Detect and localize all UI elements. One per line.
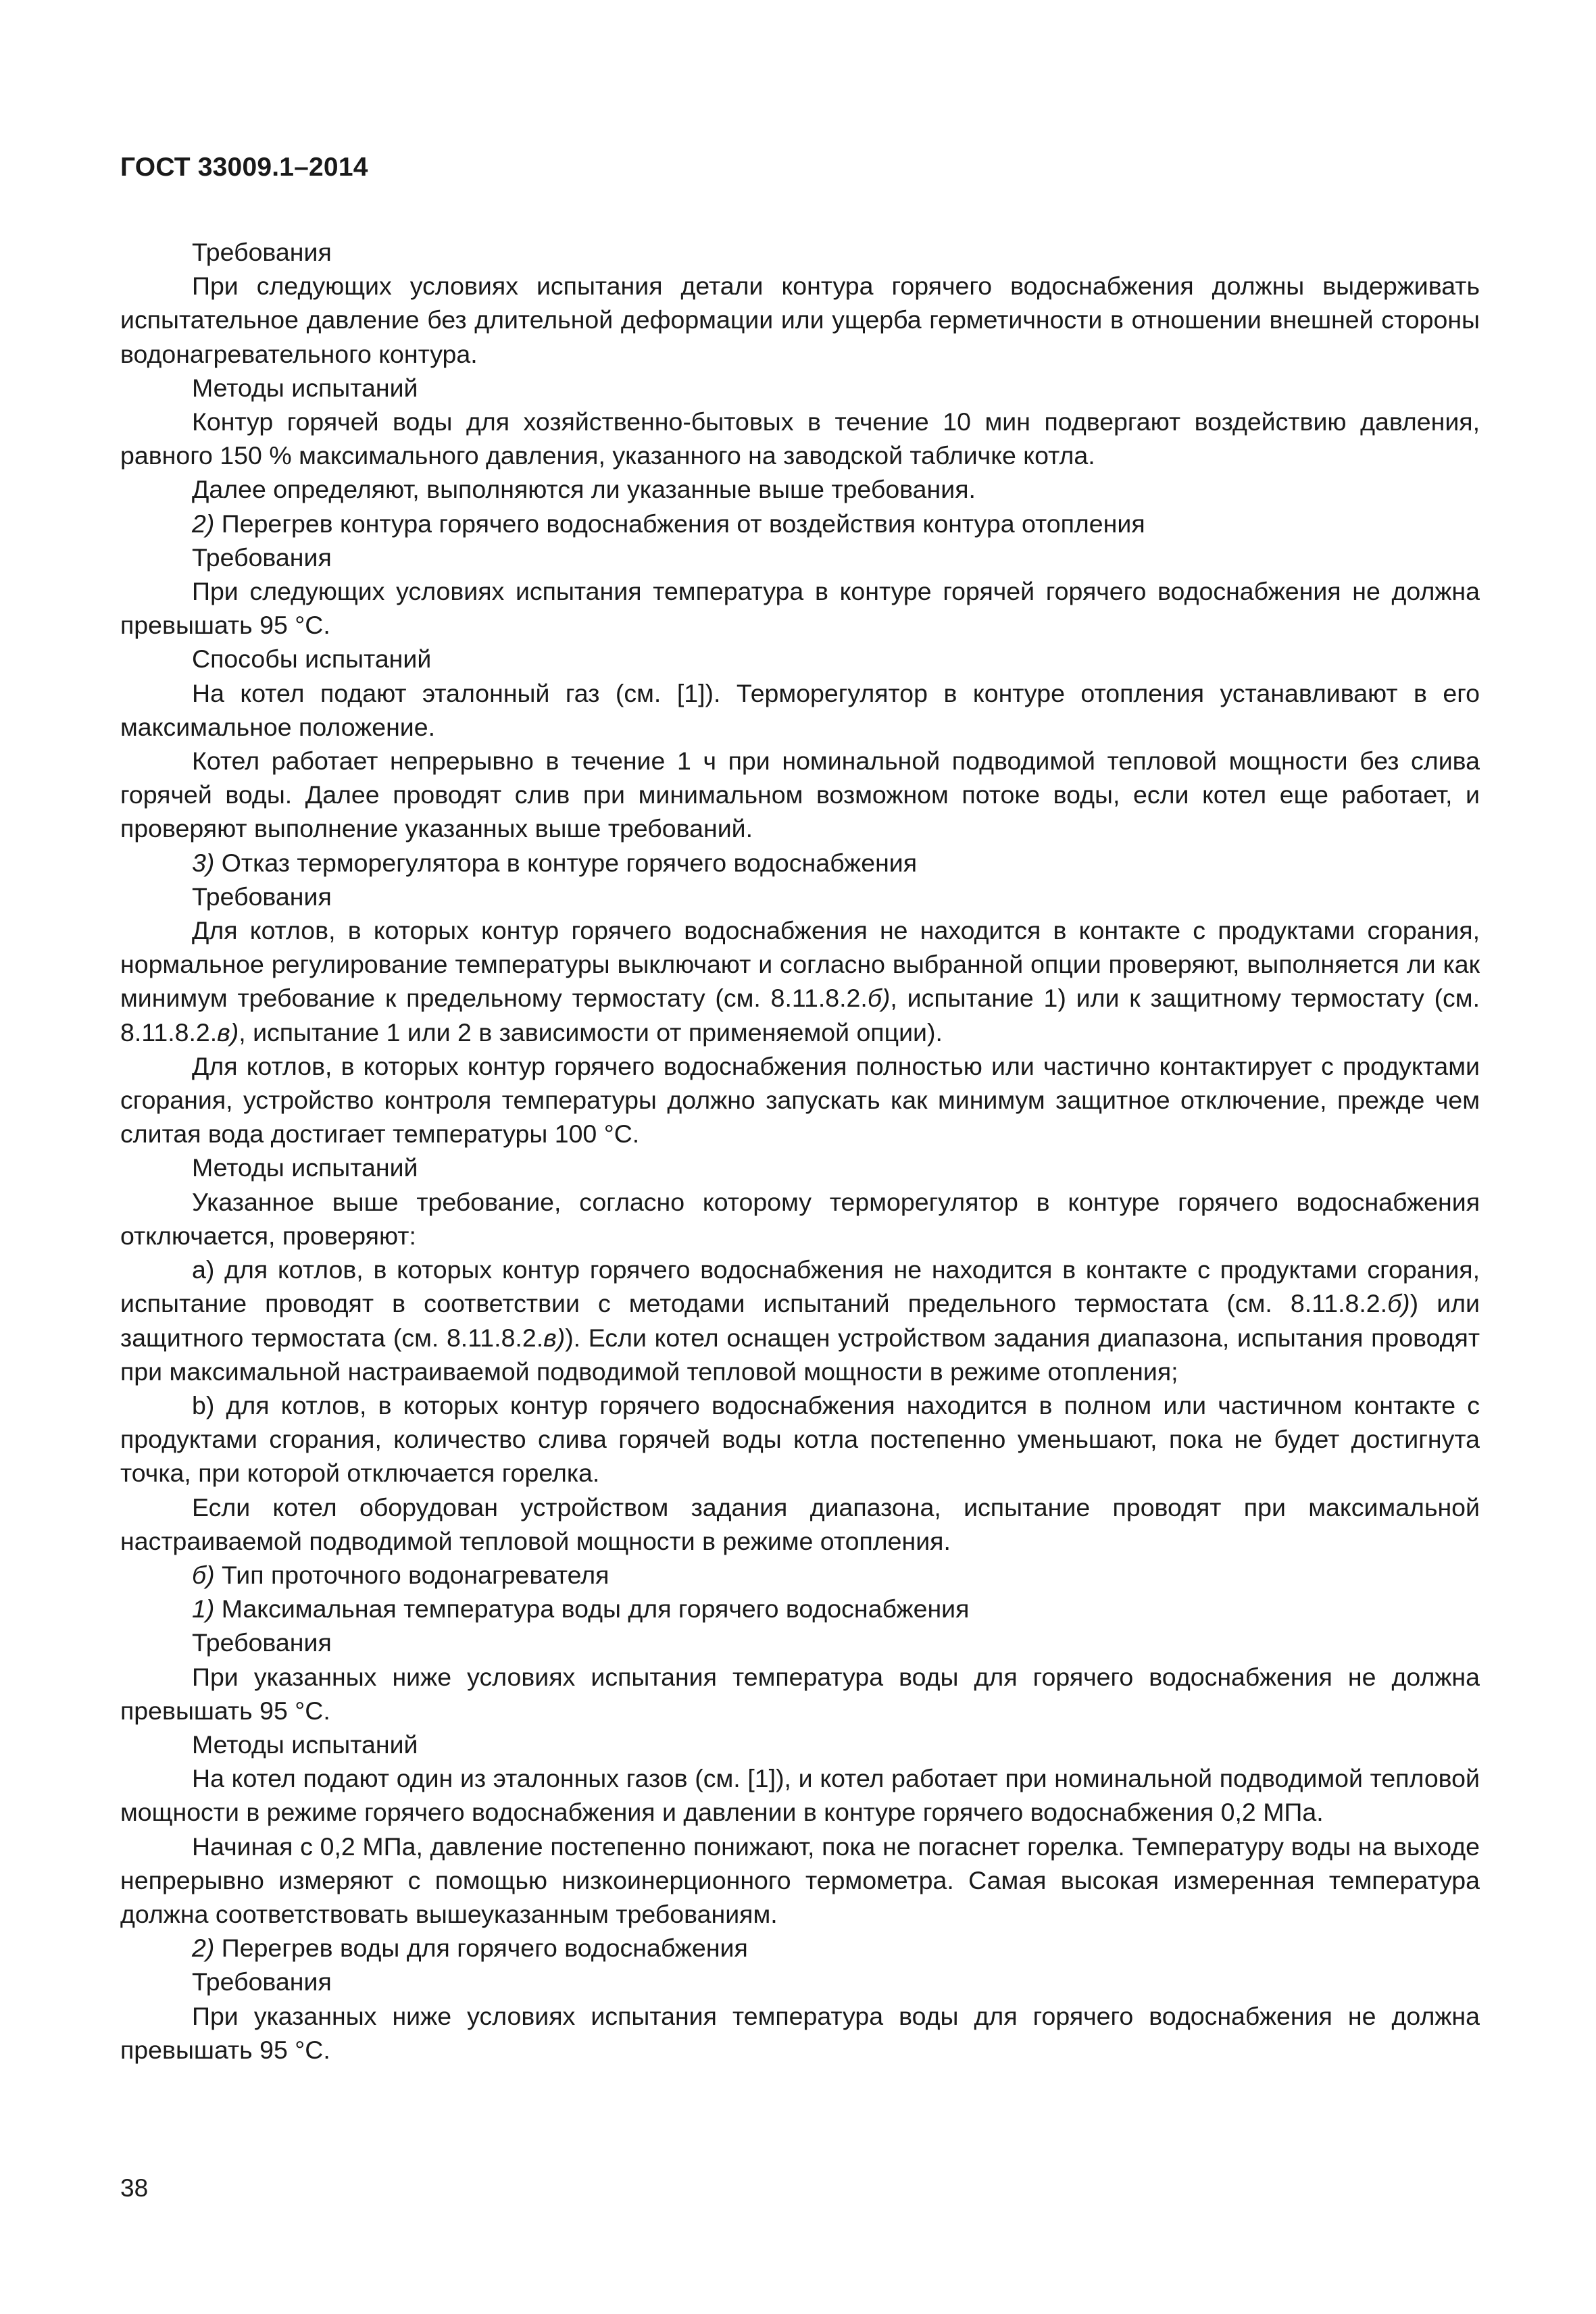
paragraph — [120, 1253, 1480, 1388]
paragraph: Если котел оборудован устройством задания диапазона, испытание проводят при максимальной настраиваемой подводимой тепловой мощности в режиме отопления. — [120, 1492, 1480, 1555]
text-run: , испытание 1) или к защитному термостату (см. 8.11.8.2. — [120, 984, 1480, 1047]
document-body — [120, 235, 1480, 2067]
section-heading-test-methods: Методы испытаний — [192, 373, 418, 402]
list-item-title: Максимальная температура воды для горячего водоснабжения — [214, 1594, 970, 1624]
section-heading-test-methods: Методы испытаний — [192, 1153, 418, 1182]
list-item-title: Тип проточного водонагревателя — [214, 1560, 609, 1589]
paragraph: На котел подают один из эталонных газов (см. [1]), и котел работает при номинальной подводимой тепловой мощности в режиме горячего водоснабжения и давлении в контуре горячего водоснабжения 0,2 МПа. — [120, 1764, 1480, 1827]
list-item-number: б) — [192, 1560, 215, 1589]
paragraph: При указанных ниже условиях испытания температура воды для горячего водоснабжения не должна превышать 95 °С. — [120, 2001, 1480, 2064]
reference-letter: б) — [867, 984, 891, 1013]
paragraph: Контур горячей воды для хозяйственно-бытовых в течение 10 мин подвергают воздействию давления, равного 150 % максимального давления, указанного на заводской табличке котла. — [120, 407, 1480, 470]
paragraph: b) для котлов, в которых контур горячего водоснабжения находится в полном или частичном контакте с продуктами сгорания, количество слива горячей воды котла постепенно уменьшают, пока не будет достигнута точка, при которой отключается горелка. — [120, 1390, 1480, 1488]
list-item-number: 2) — [192, 1934, 215, 1963]
section-heading-requirements: Требования — [192, 1628, 332, 1657]
list-item-heading — [120, 1592, 1480, 1626]
page-number: 38 — [120, 2174, 149, 2202]
list-item-number: 1) — [192, 1594, 215, 1624]
reference-letter: б) — [1387, 1289, 1410, 1318]
paragraph: При следующих условиях испытания детали контура горячего водоснабжения должны выдерживать испытательное давление без длительной деформации или ущерба герметичности в отношении внешней стороны водонагревательного контура. — [120, 272, 1480, 368]
list-item-heading — [120, 1931, 1480, 1965]
paragraph: При указанных ниже условиях испытания температура воды для горячего водоснабжения не должна превышать 95 °С. — [120, 1662, 1480, 1725]
section-heading-requirements: Требования — [192, 238, 332, 266]
section-heading-requirements: Требования — [192, 543, 332, 572]
section-heading-test-methods: Методы испытаний — [192, 1730, 418, 1759]
list-item-number: 3) — [192, 848, 215, 877]
list-item-title: Перегрев контура горячего водоснабжения от воздействия контура отопления — [214, 509, 1145, 538]
reference-letter: в) — [217, 1017, 239, 1047]
section-heading-requirements: Требования — [192, 882, 332, 911]
text-run: а) для котлов, в которых контур горячего водоснабжения не находится в контакте с продуктами сгорания, испытание проводят в соответствии с методами испытаний предельного термостата (см. 8.11.8.2. — [120, 1255, 1480, 1318]
paragraph — [120, 913, 1480, 1049]
section-heading-test-methods: Способы испытаний — [192, 645, 432, 674]
list-item-title: Отказ терморегулятора в контуре горячего водоснабжения — [214, 848, 918, 877]
paragraph: Начиная с 0,2 МПа, давление постепенно понижают, пока не погаснет горелка. Температуру воды на выходе непрерывно измеряют с помощью низкоинерционного термометра. Самая высокая измеренная температура должна соответствовать вышеуказанным требованиям. — [120, 1832, 1480, 1928]
text-run: ) или защитного термостата (см. 8.11.8.2. — [120, 1289, 1480, 1352]
list-item-heading — [120, 1558, 1480, 1592]
reference-letter: в) — [543, 1323, 566, 1352]
paragraph: Указанное выше требование, согласно которому терморегулятор в контуре горячего водоснабжения отключается, проверяют: — [120, 1187, 1480, 1250]
paragraph: При следующих условиях испытания температура в контуре горячей горячего водоснабжения не должна превышать 95 °С. — [120, 577, 1480, 640]
paragraph: Для котлов, в которых контур горячего водоснабжения полностью или частично контактирует с продуктами сгорания, устройство контроля температуры должно запускать как минимум защитное отключение, прежде чем слитая вода достигает температуры 100 °С. — [120, 1051, 1480, 1149]
list-item-heading — [120, 846, 1480, 880]
section-heading-requirements: Требования — [192, 1967, 332, 1996]
list-item-number: 2) — [192, 509, 215, 538]
paragraph: На котел подают эталонный газ (см. [1]). Терморегулятор в контуре отопления устанавливают в его максимальное положение. — [120, 678, 1480, 741]
text-run: Для котлов, в которых контур горячего водоснабжения не находится в контакте с продуктами сгорания, нормальное регулирование температуры выключают и согласно выбранной опции проверяют, выполняется ли как минимум требование к предельному термостату (см. 8.11.8.2. — [120, 916, 1480, 1013]
document-code-header: ГОСТ 33009.1–2014 — [120, 153, 368, 182]
paragraph: Далее определяют, выполняются ли указанные выше требования. — [192, 475, 976, 504]
list-item-title: Перегрев воды для горячего водоснабжения — [214, 1934, 748, 1963]
paragraph: Котел работает непрерывно в течение 1 ч при номинальной подводимой тепловой мощности без слива горячей воды. Далее проводят слив при минимальном возможном потоке воды, если котел еще работает, и проверяют выполнение указанных выше требований. — [120, 747, 1480, 843]
list-item-heading — [120, 507, 1480, 540]
text-run: , испытание 1 или 2 в зависимости от применяемой опции). — [239, 1017, 943, 1047]
text-run: ). Если котел оснащен устройством задания диапазона, испытания проводят при максимальной настраиваемой подводимой тепловой мощности в режиме отопления; — [120, 1323, 1480, 1386]
